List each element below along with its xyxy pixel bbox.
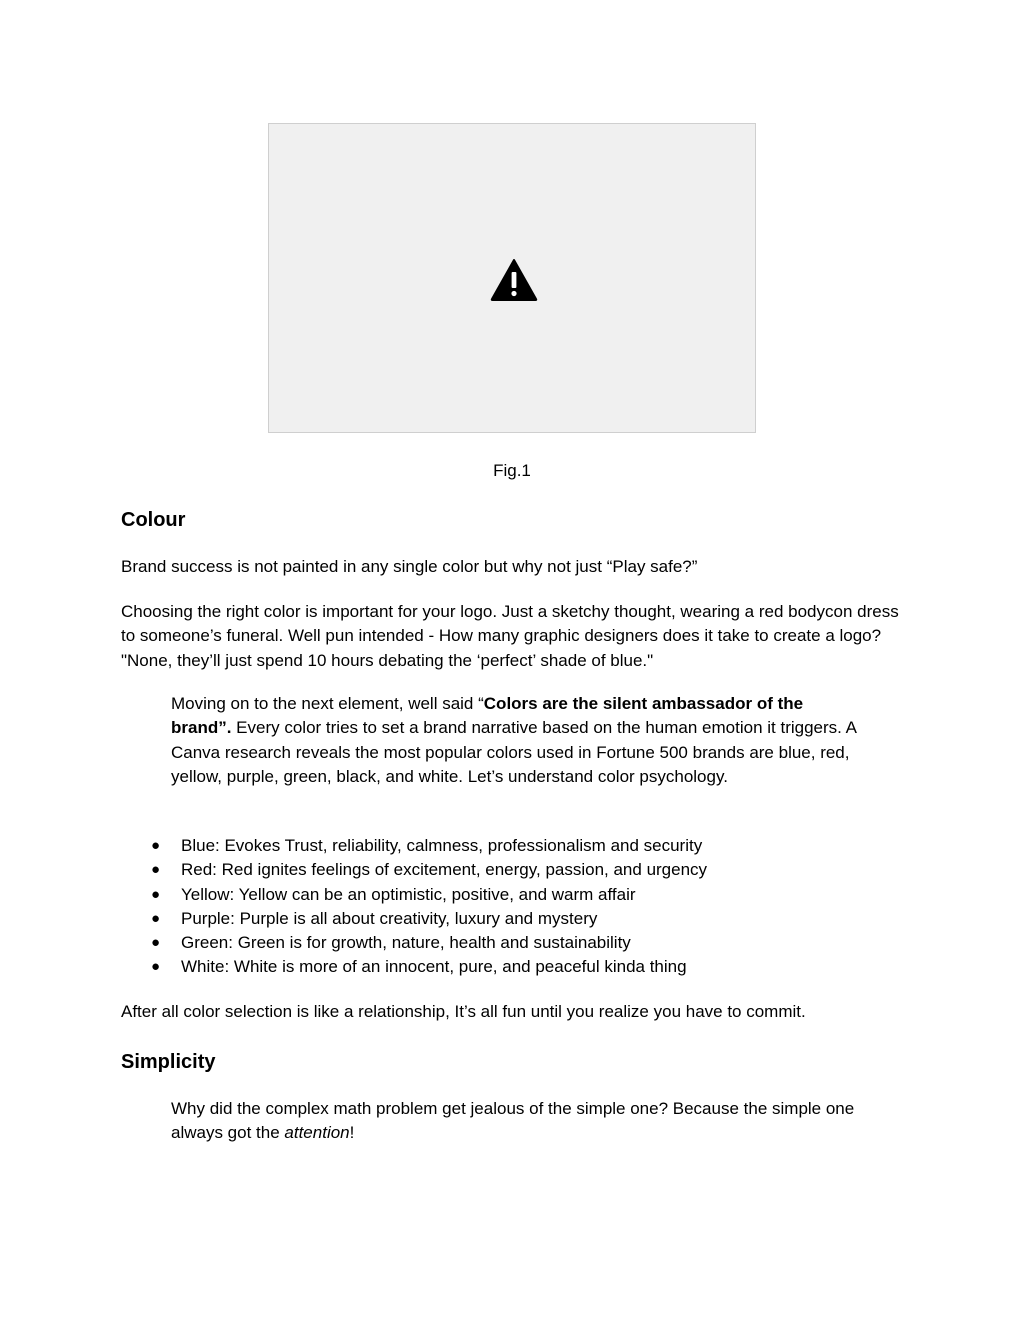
figure-caption: Fig.1 <box>493 461 531 480</box>
list-item-text: Blue: Evokes Trust, reliability, calmness, professionalism and security <box>181 836 703 855</box>
quote-rest-text: Every color tries to set a brand narrative based on the human emotion it triggers. A Canva research reveals the most popular colors used in Fortune 500 brands are blue, red, yellow, purple, green, black, and white. Let’s understand color psychology. <box>171 718 857 787</box>
bullet-dot: ● <box>151 909 161 927</box>
quote-lead-text: Moving on to the next element, well said “ <box>171 694 484 713</box>
list-item-text: Green: Green is for growth, nature, health and sustainability <box>181 933 631 953</box>
warning-triangle-icon <box>490 258 538 302</box>
bullet-dot: ● <box>151 934 161 952</box>
colour-closing-paragraph: After all color selection is like a relationship, It’s all fun until you realize you have to commit. <box>121 1002 806 1021</box>
list-item-text: Purple: Purple is all about creativity, luxury and mystery <box>181 908 598 928</box>
list-item <box>121 883 707 907</box>
colour-quote-paragraph <box>171 692 861 790</box>
list-item <box>121 858 707 882</box>
joke-italic-text: attention <box>284 1123 350 1143</box>
colour-intro-paragraph: Brand success is not painted in any single color but why not just “Play safe?” <box>121 557 698 576</box>
bullet-dot: ● <box>151 885 161 903</box>
section-heading-colour: Colour <box>121 509 186 531</box>
color-psychology-list <box>121 834 707 980</box>
simplicity-joke-paragraph <box>171 1097 861 1146</box>
bullet-dot: ● <box>151 837 161 854</box>
list-item-text: White: White is more of an innocent, pure, and peaceful kinda thing <box>181 957 687 977</box>
joke-start-text: Why did the complex math problem get jealous of the simple one? Because the simple one always got the <box>171 1099 855 1143</box>
bullet-dot: ● <box>151 861 161 879</box>
image-placeholder <box>268 123 756 433</box>
quote-bold-text: Colors are the silent ambassador of the brand”. <box>171 694 804 738</box>
bullet-dot: ● <box>151 958 161 976</box>
list-item-text: Yellow: Yellow can be an optimistic, positive, and warm affair <box>181 884 636 904</box>
list-item <box>121 834 707 858</box>
list-item <box>121 955 707 979</box>
list-item-text: Red: Red ignites feelings of excitement, energy, passion, and urgency <box>181 860 708 880</box>
list-item <box>121 931 707 955</box>
section-heading-simplicity: Simplicity <box>121 1051 216 1073</box>
colour-logo-paragraph: Choosing the right color is important for your logo. Just a sketchy thought, wearing a red bodycon dress to someone’s funeral. Well pun intended - How many graphic designers does it take to create a logo? "None, they’ll just spend 10 hours debating the ‘perfect’ shade of blue." <box>121 602 899 670</box>
joke-end-text: ! <box>349 1123 355 1143</box>
list-item <box>121 907 707 931</box>
